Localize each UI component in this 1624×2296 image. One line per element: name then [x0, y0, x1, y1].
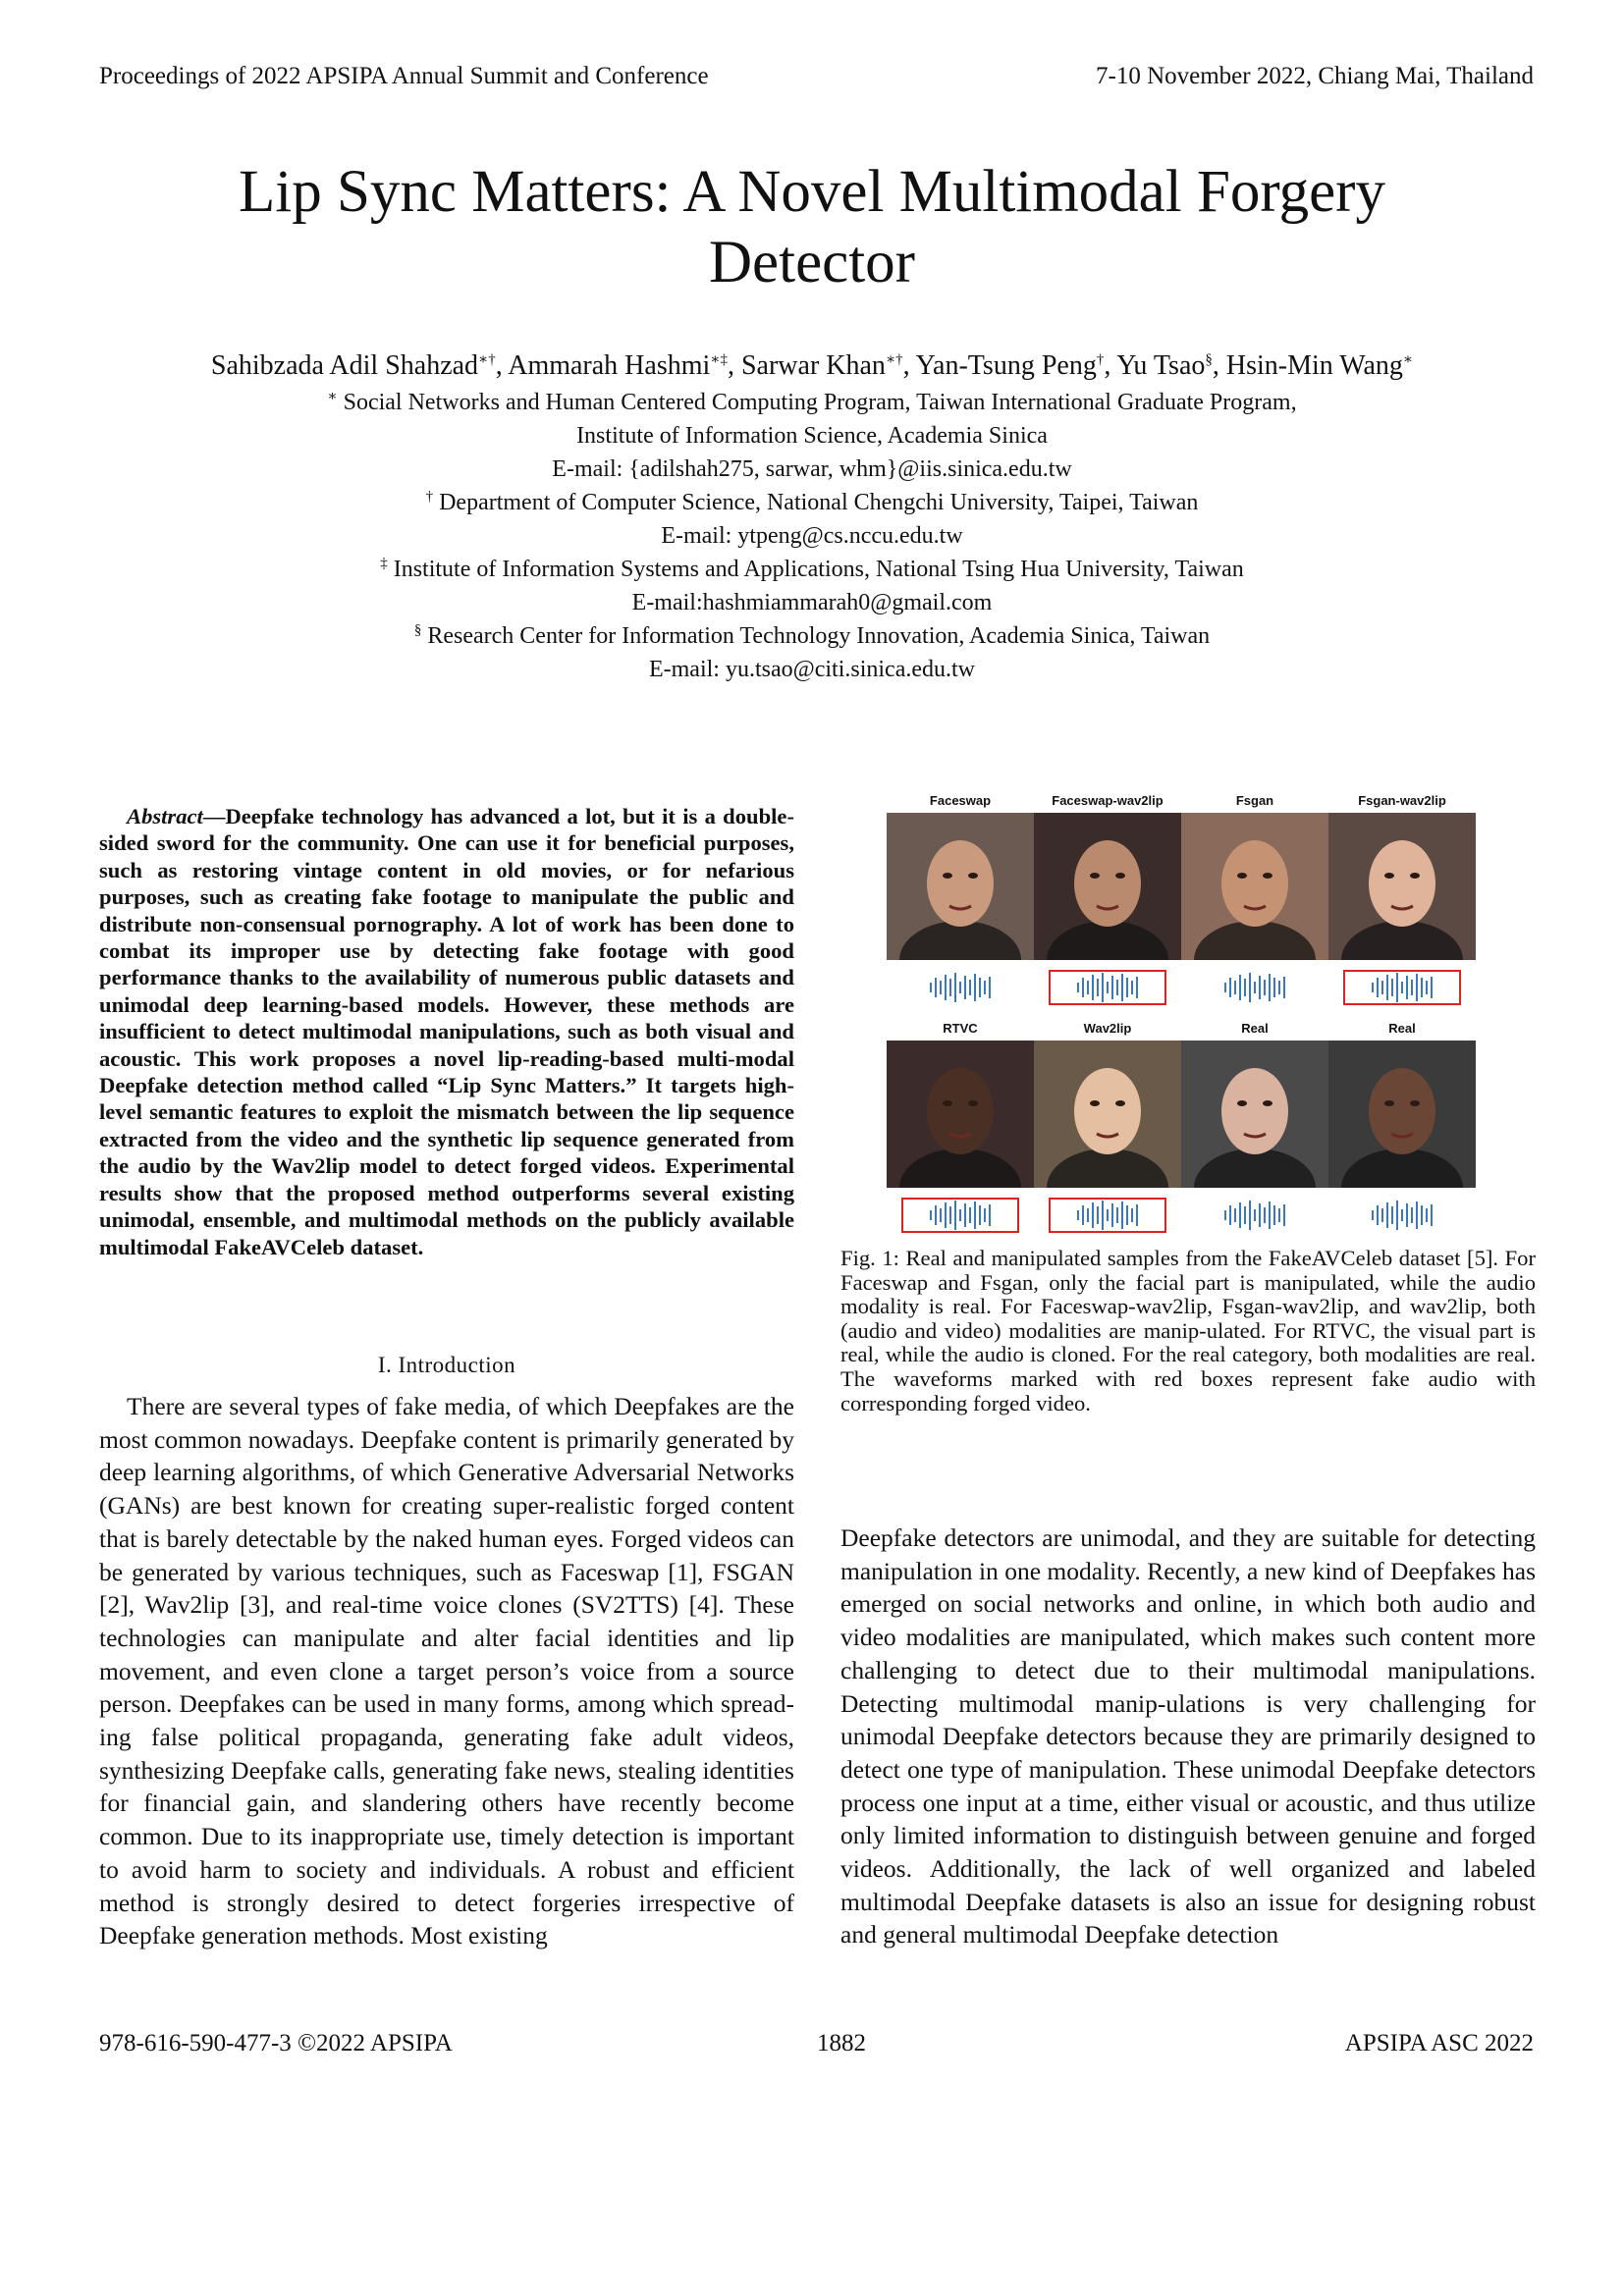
audio-waveform — [1196, 970, 1314, 1005]
conference-header: Proceedings of 2022 APSIPA Annual Summit and Conference — [99, 63, 709, 89]
paragraph: Deepfake detectors are unimodal, and they are suitable for detecting manipulation in one modality. Recently, a new kind of Deepfakes has emerged on social networks and online, in which both audio and video modalities are manipulated, which makes such content more challenging to detect due to their multimodal manipulations. Detecting multimodal manip-ulations is very challenging for unimodal Deepfake detectors because they are primarily designed to detect one type of manipulation. These unimodal Deepfake detectors process one input at a time, either visual or acoustic, and thus utilize only limited information to distinguish between genuine and forged videos. Additionally, the lack of well organized and labeled multimodal Deepfake datasets is also an issue for designing robust and general multimodal Deepfake detection — [840, 1523, 1536, 1949]
thumbnail-label: Fsgan — [1235, 793, 1274, 808]
affiliation-3: ‡ Institute of Information Systems and Applications, National Tsing Hua University, Taiwan — [380, 556, 1244, 582]
thumbnail-label: Faceswap — [929, 793, 992, 808]
right-column-text — [840, 1522, 1536, 1951]
face-thumbnail — [1328, 1041, 1476, 1188]
face-thumbnail — [1034, 813, 1181, 960]
thumbnail-label: Fsgan-wav2lip — [1358, 793, 1446, 808]
face-thumbnail — [1328, 813, 1476, 960]
conference-footer: APSIPA ASC 2022 — [1344, 2030, 1534, 2056]
paragraph: There are several types of fake media, of which Deepfakes are the most common nowadays. Deepfake content is primarily generated by deep learning algorithms, of which Generative Adversarial Networks (GANs) are best known for creating super-realistic forged content that is barely detectable by the naked human eyes. Forged videos can be generated by various techniques, such as Faceswap [1], FSGAN [2], Wav2lip [3], and real-time voice clones (SV2TTS) [4]. These technologies can manipulate and alter facial identities and lip movement, and even clone a target person’s voice from a source person. Deepfakes can be used in many forms, among which spread-ing false political propaganda, generating fake adult videos, synthesizing Deepfake calls, generating fake news, stealing identities for financial gain, and slandering others have recently become common. Due to its inappropriate use, timely detection is important to avoid harm to society and individuals. A robust and efficient method is strongly desired to detect forgeries irrespective of Deepfake generation methods. Most existing — [99, 1392, 794, 1950]
affiliation-2-email: E-mail: ytpeng@cs.nccu.edu.tw — [661, 523, 963, 549]
author: Ammarah Hashmi∗‡ — [508, 350, 728, 381]
affiliation-4: § Research Center for Information Technology Innovation, Academia Sinica, Taiwan — [413, 622, 1211, 649]
face-thumbnail — [1034, 1041, 1181, 1188]
fake-audio-waveform — [1049, 970, 1166, 1005]
author-list: Sahibzada Adil Shahzad∗†, Ammarah Hashmi∗‡, Sarwar Khan∗†, Yan-Tsung Peng†, Yu Tsao§, Hsin-Min Wang∗ — [210, 350, 1414, 381]
paper-title — [0, 157, 1624, 298]
title-line-2: Detector — [709, 230, 915, 295]
face-thumbnail — [1181, 1041, 1328, 1188]
thumbnail-label: Faceswap-wav2lip — [1052, 793, 1164, 808]
section-heading: I. Introduction — [377, 1353, 516, 1377]
page-number: 1882 — [817, 2030, 866, 2056]
audio-waveform — [1196, 1198, 1314, 1233]
face-thumbnail — [1181, 813, 1328, 960]
author: Yan-Tsung Peng† — [915, 350, 1105, 381]
fake-audio-waveform — [901, 1198, 1019, 1233]
isbn-footer: 978-616-590-477-3 ©2022 APSIPA — [99, 2030, 453, 2056]
face-thumbnail — [887, 1041, 1034, 1188]
author: Sarwar Khan∗† — [740, 350, 903, 381]
conference-date-header: 7-10 November 2022, Chiang Mai, Thailand — [1096, 63, 1534, 89]
affiliation-1-email: E-mail: {adilshah275, sarwar, whm}@iis.sinica.edu.tw — [552, 456, 1072, 482]
affiliation-1-line-2: Institute of Information Science, Academia Sinica — [576, 423, 1048, 449]
introduction-text — [99, 1390, 794, 1952]
affiliation-3-email: E-mail:hashmiammarah0@gmail.com — [631, 590, 993, 615]
title-line-1: Lip Sync Matters: A Novel Multimodal Forgery — [239, 159, 1385, 225]
affiliation-1: ∗ Social Networks and Human Centered Computing Program, Taiwan International Graduate Program, — [327, 389, 1297, 415]
fake-audio-waveform — [1343, 970, 1461, 1005]
affiliations — [0, 386, 1624, 686]
face-thumbnail — [887, 813, 1034, 960]
author: Hsin-Min Wang∗ — [1225, 350, 1414, 381]
figure-caption: Fig. 1: Real and manipulated samples from the FakeAVCeleb dataset [5]. For Faceswap and Fsgan, only the facial part is manipulated, while the audio modality is real. For Faceswap-wav2lip, Fsgan-wav2lip, and wav2lip, both (audio and video) modalities are manip-ulated. For RTVC, the visual part is real, while the audio is cloned. For the real category, both modalities are real. The waveforms marked with red boxes represent fake audio with corresponding forged video. — [840, 1246, 1536, 1415]
abstract — [99, 803, 794, 1260]
audio-waveform — [1343, 1198, 1461, 1233]
affiliation-2: † Department of Computer Science, National Chengchi University, Taipei, Taiwan — [425, 489, 1199, 515]
audio-waveform — [901, 970, 1019, 1005]
fake-audio-waveform — [1049, 1198, 1166, 1233]
abstract-label: Abstract — [127, 804, 203, 828]
author: Sahibzada Adil Shahzad∗† — [210, 350, 496, 381]
thumbnail-label: RTVC — [943, 1021, 978, 1036]
figure-1 — [887, 793, 1476, 1235]
affiliation-4-email: E-mail: yu.tsao@citi.sinica.edu.tw — [648, 657, 976, 682]
author: Yu Tsao§ — [1116, 350, 1213, 381]
abstract-text: —Deepfake technology has advanced a lot, but it is a double-sided sword for the community. One can use it for beneficial purposes, such as restoring vintage content in old movies, or for nefarious purposes, such as creating fake footage to manipulate the public and distribute non-consensual pornography. A lot of work has been done to combat its improper use by detecting fake footage with good performance thanks to the availability of numerous public datasets and unimodal deep learning-based models. However, these methods are insufficient to detect multimodal manipulations, such as both visual and acoustic. This work proposes a novel lip-reading-based multi-modal Deepfake detection method called “Lip Sync Matters.” It targets high-level semantic features to exploit the mismatch between the lip sequence extracted from the video and the synthetic lip sequence generated from the audio by the Wav2lip model to detect forged videos. Experimental results show that the proposed method outperforms several existing unimodal, ensemble, and multimodal methods on the publicly available multimodal FakeAVCeleb dataset. — [99, 804, 794, 1259]
thumbnail-label: Real — [1241, 1021, 1269, 1036]
thumbnail-label: Real — [1388, 1021, 1416, 1036]
thumbnail-label: Wav2lip — [1083, 1021, 1132, 1036]
